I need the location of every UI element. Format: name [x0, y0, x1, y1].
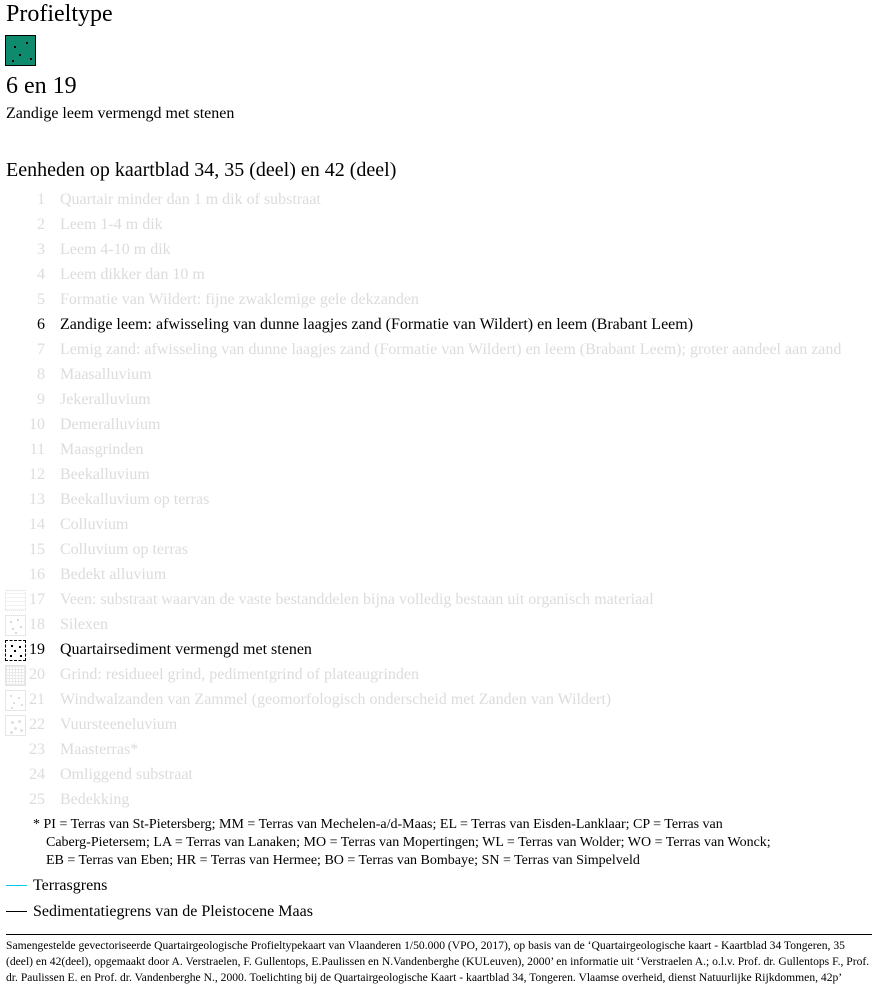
legend-item-number: 2: [37, 216, 45, 233]
legend-item-label: Colluvium op terras: [60, 541, 188, 558]
legend-item-number: 18: [29, 616, 45, 633]
legend-item-12: [0, 463, 880, 488]
units-heading: Eenheden op kaartblad 34, 35 (deel) en 42 (deel): [6, 159, 397, 181]
legend-item-number: 25: [29, 791, 45, 808]
legend-item-number: 9: [37, 391, 45, 408]
legend-item-label: Windwalzanden van Zammel (geomorfologisch onderscheid met Zanden van Wildert): [60, 691, 612, 708]
legend-item-3: [0, 238, 880, 263]
legend-item-1: [0, 188, 880, 213]
legend-item-label: Vuursteeneluvium: [60, 716, 178, 733]
profile-heading: Profieltype: [6, 1, 113, 27]
legend-item-number: 15: [29, 541, 45, 558]
legend-item-label: Grind: residueel grind, pedimentgrind of plateaugrinden: [60, 666, 420, 683]
legend-line-label: Terrasgrens: [33, 877, 108, 894]
legend-item-number: 21: [29, 691, 45, 708]
legend-item-4: [0, 263, 880, 288]
legend-line-terrace: [6, 876, 107, 896]
footnote-line: Caberg-Pietersem; LA = Terras van Lanaken; MO = Terras van Mopertingen; WL = Terras van Wolder; WO = Terras van Wonck;: [46, 835, 771, 850]
legend-item-number: 12: [29, 466, 45, 483]
divider: [6, 934, 872, 935]
legend-item-label: Jekeralluvium: [60, 391, 151, 408]
legend-item-label: Lemig zand: afwisseling van dunne laagjes zand (Formatie van Wildert) en leem (Brabant Leem); groter aandeel aan zand: [60, 341, 842, 358]
legend-item-number: 14: [29, 516, 45, 533]
legend-item-25: [0, 788, 880, 813]
legend-item-label: Quartair minder dan 1 m dik of substraat: [60, 191, 321, 208]
legend-item-label: Maasterras*: [60, 741, 139, 758]
terrace-footnote: [33, 816, 771, 870]
footnote-line: * PI = Terras van St-Pietersberg; MM = Terras van Mechelen-a/d-Maas; EL = Terras van Eisden-Lanklaar; CP = Terras van: [33, 817, 723, 832]
legend-item-label: Demeralluvium: [60, 416, 161, 433]
legend-item-label: Beekalluvium: [60, 466, 150, 483]
legend-item-label: Leem dikker dan 10 m: [60, 266, 205, 283]
legend-item-number: 11: [29, 441, 45, 458]
legend-item-6: [0, 313, 880, 338]
legend-line-sedimentation: [6, 902, 313, 922]
legend-item-number: 20: [29, 666, 45, 683]
legend-item-23: [0, 738, 880, 763]
legend-item-label: Leem 4-10 m dik: [60, 241, 171, 258]
units-legend: [0, 188, 880, 813]
footnote-line: EB = Terras van Eben; HR = Terras van Hermee; BO = Terras van Bombaye; SN = Terras van Simpelveld: [46, 853, 640, 868]
legend-item-label: Veen: substraat waarvan de vaste bestanddelen bijna volledig bestaan uit organisch materiaal: [60, 591, 654, 608]
legend-item-label: Colluvium: [60, 516, 129, 533]
legend-item-17: [0, 588, 880, 613]
legend-item-number: 23: [29, 741, 45, 758]
legend-item-24: [0, 763, 880, 788]
legend-item-number: 10: [29, 416, 45, 433]
profile-description: Zandige leem vermengd met stenen: [6, 105, 235, 122]
legend-item-number: 3: [37, 241, 45, 258]
legend-item-label: Beekalluvium op terras: [60, 491, 210, 508]
legend-item-label: Silexen: [60, 616, 108, 633]
legend-item-label: Maasgrinden: [60, 441, 144, 458]
legend-item-number: 5: [37, 291, 45, 308]
legend-item-label: Leem 1-4 m dik: [60, 216, 163, 233]
legend-item-8: [0, 363, 880, 388]
legend-item-number: 1: [37, 191, 45, 208]
legend-item-label: Bedekking: [60, 791, 130, 808]
legend-item-13: [0, 488, 880, 513]
cyan-line-icon: [6, 885, 27, 886]
legend-item-number: 17: [29, 591, 45, 608]
black-line-icon: [6, 911, 27, 912]
legend-item-label: Bedekt alluvium: [60, 566, 167, 583]
legend-item-number: 24: [29, 766, 45, 783]
legend-item-19: [0, 638, 880, 663]
profile-code: 6 en 19: [6, 73, 77, 99]
legend-item-label: Quartairsediment vermengd met stenen: [60, 641, 312, 658]
legend-item-label: Omliggend substraat: [60, 766, 193, 783]
legend-item-number: 13: [29, 491, 45, 508]
legend-item-5: [0, 288, 880, 313]
legend-item-number: 8: [37, 366, 45, 383]
legend-item-22: [0, 713, 880, 738]
legend-item-10: [0, 413, 880, 438]
legend-item-16: [0, 563, 880, 588]
legend-item-21: [0, 688, 880, 713]
legend-item-label: Maasalluvium: [60, 366, 152, 383]
legend-item-number: 7: [37, 341, 45, 358]
legend-item-15: [0, 538, 880, 563]
profile-color-swatch: [5, 35, 36, 66]
legend-item-20: [0, 663, 880, 688]
legend-item-18: [0, 613, 880, 638]
source-citation: Samengestelde gevectoriseerde Quartairgeologische Profieltypekaart van Vlaanderen 1/50.000 (VPO, 2017), op basis van de ‘Quartairgeologische kaart - Kaartblad 34 Tongeren, 35 (deel) en 42(deel), opgemaakt door A. Verstraelen, F. Gullentops, E.Paulissen en N.Vandenberghe (KULeuven), 2000’ en informatie uit ‘Verstraelen A.; o.l.v. Prof. dr. Gullentops F., Prof. dr. Paulissen E. en Prof. dr. Vandenberghe N., 2000. Toelichting bij de Quartairgeologische Kaart - kaartblad 34, Tongeren. Vlaamse overheid, dienst Natuurlijke Rijkdommen, 42p’: [6, 939, 870, 984]
legend-item-label: Formatie van Wildert: fijne zwaklemige gele dekzanden: [60, 291, 419, 308]
legend-item-7: [0, 338, 880, 363]
legend-item-label: Zandige leem: afwisseling van dunne laagjes zand (Formatie van Wildert) en leem (Brabant Leem): [60, 316, 694, 333]
legend-item-number: 19: [29, 641, 45, 658]
legend-item-9: [0, 388, 880, 413]
legend-item-number: 4: [37, 266, 45, 283]
legend-item-number: 16: [29, 566, 45, 583]
legend-item-11: [0, 438, 880, 463]
legend-item-number: 6: [37, 316, 45, 333]
legend-line-label: Sedimentatiegrens van de Pleistocene Maas: [33, 903, 313, 920]
legend-item-14: [0, 513, 880, 538]
legend-item-2: [0, 213, 880, 238]
legend-item-number: 22: [29, 716, 45, 733]
